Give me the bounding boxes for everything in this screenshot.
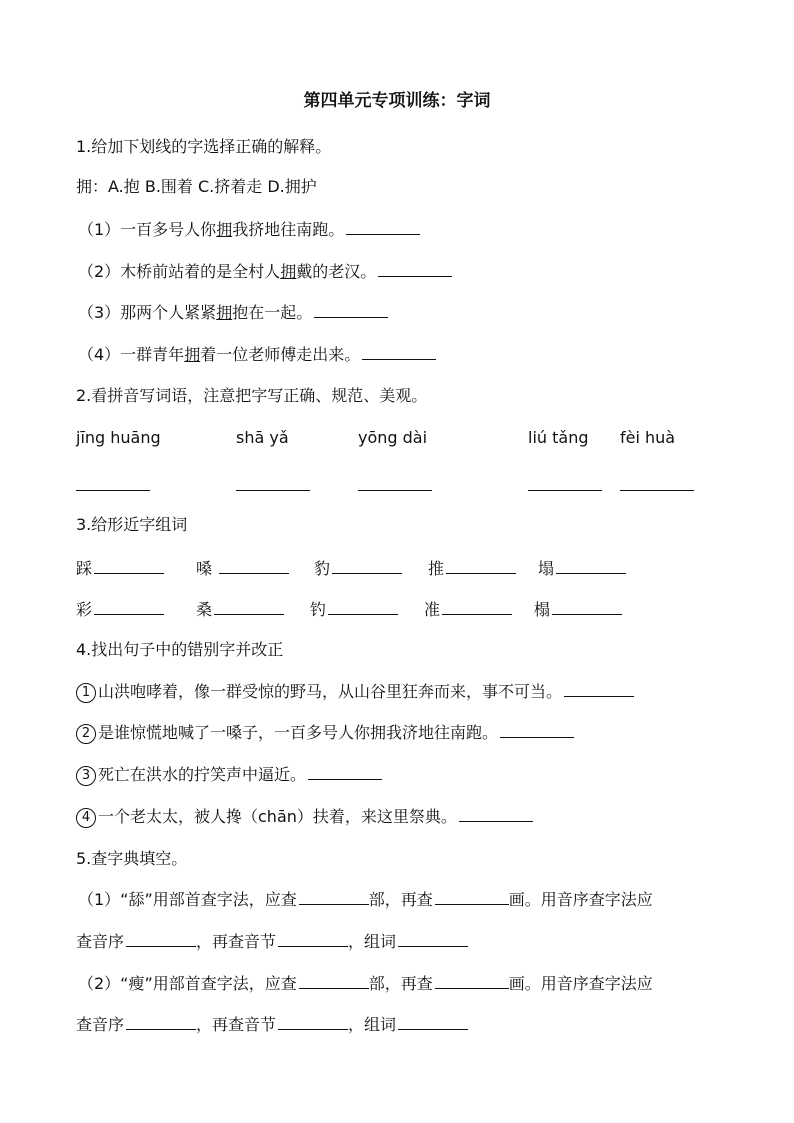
q5-text: ，组词 bbox=[348, 1015, 397, 1034]
q2-pinyin-3: yōng dài bbox=[358, 428, 428, 447]
q3-char: 推 bbox=[428, 559, 445, 578]
q1-item-4-post: 着一位老师傅走出来。 bbox=[200, 345, 361, 364]
q4-item-2-answer-blank[interactable] bbox=[500, 722, 574, 738]
q1-item-3-underlined-char: 拥 bbox=[216, 303, 233, 322]
q5-text: （2）“瘦”用部首查字法，应查 bbox=[78, 974, 297, 993]
q3-char: 桑 bbox=[196, 600, 213, 619]
q3-answer-blank[interactable] bbox=[94, 558, 164, 574]
q1-prompt: 1.给加下划线的字选择正确的解释。 bbox=[76, 137, 332, 156]
q1-item-4-pre: （4）一群青年 bbox=[78, 345, 185, 364]
q4-item-3 bbox=[76, 764, 382, 786]
q4-item-4 bbox=[76, 806, 533, 828]
q2-answer-blank-1[interactable] bbox=[76, 490, 150, 492]
q3-answer-blank[interactable] bbox=[94, 599, 164, 615]
q4-item-4-answer-blank[interactable] bbox=[459, 806, 533, 822]
q1-item-1 bbox=[78, 219, 420, 241]
q4-item-1 bbox=[76, 681, 634, 703]
q5-prompt: 5.查字典填空。 bbox=[76, 849, 188, 868]
q5-text: 部，再查 bbox=[368, 974, 433, 993]
q1-item-2-underlined-char: 拥 bbox=[280, 262, 297, 281]
circled-number-3: 3 bbox=[76, 766, 96, 786]
q5-item-1-strokes-blank[interactable] bbox=[435, 889, 509, 905]
q3-row1-cell-3 bbox=[314, 556, 402, 579]
q1-options: 拥：A.抱 B.围着 C.挤着走 D.拥护 bbox=[76, 177, 317, 196]
q5-text: ，再查音节 bbox=[196, 932, 277, 951]
q3-char: 钓 bbox=[310, 600, 327, 619]
q5-item-2-radical-blank[interactable] bbox=[299, 973, 369, 989]
q3-row2-cell-2 bbox=[196, 597, 284, 620]
q4-item-4-text: 一个老太太，被人搀（chān）扶着，来这里祭典。 bbox=[98, 807, 457, 826]
q3-answer-blank[interactable] bbox=[214, 599, 284, 615]
q3-row1-cell-1 bbox=[76, 556, 164, 579]
q3-row2-cell-1 bbox=[76, 597, 164, 620]
q2-answer-blank-2[interactable] bbox=[236, 490, 310, 492]
q5-text: 查音序 bbox=[76, 1015, 125, 1034]
q2-answer-blank-5[interactable] bbox=[620, 490, 694, 492]
q2-answer-blank-3[interactable] bbox=[358, 490, 432, 492]
q5-item-1-line-1 bbox=[78, 889, 653, 911]
q4-item-3-text: 死亡在洪水的拧笑声中逼近。 bbox=[98, 765, 307, 784]
q1-item-2 bbox=[78, 261, 452, 283]
q3-answer-blank[interactable] bbox=[556, 558, 626, 574]
worksheet-title: 第四单元专项训练：字词 bbox=[303, 91, 491, 111]
q1-item-2-post: 戴的老汉。 bbox=[296, 262, 377, 281]
q3-answer-blank[interactable] bbox=[552, 599, 622, 615]
q3-row2-cell-5 bbox=[534, 597, 622, 620]
circled-number-2: 2 bbox=[76, 724, 96, 744]
q1-item-4-underlined-char: 拥 bbox=[184, 345, 201, 364]
q5-item-1-line-2 bbox=[76, 931, 468, 953]
q2-prompt: 2.看拼音写词语，注意把字写正确、规范、美观。 bbox=[76, 386, 428, 405]
q5-text: （1）“舔”用部首查字法，应查 bbox=[78, 890, 297, 909]
q2-pinyin-2: shā yǎ bbox=[236, 428, 289, 447]
q5-item-1-initial-blank[interactable] bbox=[126, 931, 196, 947]
q3-char: 准 bbox=[424, 600, 441, 619]
q5-item-2-line-1 bbox=[78, 973, 653, 995]
q5-text: 画。用音序查字法应 bbox=[508, 890, 653, 909]
q3-row2-cell-3 bbox=[310, 597, 398, 620]
q5-item-2-syllable-blank[interactable] bbox=[278, 1014, 348, 1030]
q3-char: 榻 bbox=[534, 600, 551, 619]
q3-char: 嗓 bbox=[196, 559, 213, 578]
q3-prompt: 3.给形近字组词 bbox=[76, 515, 188, 534]
q2-pinyin-4: liú tǎng bbox=[528, 428, 589, 447]
q2-pinyin-5: fèi huà bbox=[620, 428, 676, 447]
q5-item-1-word-blank[interactable] bbox=[398, 931, 468, 947]
q3-answer-blank[interactable] bbox=[219, 558, 289, 574]
q5-item-1-radical-blank[interactable] bbox=[299, 889, 369, 905]
q3-row1-cell-2 bbox=[196, 556, 289, 579]
q4-item-3-answer-blank[interactable] bbox=[308, 764, 382, 780]
q3-char: 塌 bbox=[538, 559, 555, 578]
q1-item-1-pre: （1）一百多号人你 bbox=[78, 220, 217, 239]
q3-answer-blank[interactable] bbox=[328, 599, 398, 615]
q5-text: ，组词 bbox=[348, 932, 397, 951]
q1-item-3 bbox=[78, 302, 388, 324]
q3-answer-blank[interactable] bbox=[332, 558, 402, 574]
q5-text: ，再查音节 bbox=[196, 1015, 277, 1034]
q4-item-1-text: 山洪咆哮着，像一群受惊的野马，从山谷里狂奔而来，事不可当。 bbox=[98, 682, 563, 701]
q5-text: 画。用音序查字法应 bbox=[508, 974, 653, 993]
q3-row2-cell-4 bbox=[424, 597, 512, 620]
q3-char: 豹 bbox=[314, 559, 331, 578]
q3-char: 踩 bbox=[76, 559, 93, 578]
q2-pinyin-1: jīng huāng bbox=[76, 428, 161, 447]
q1-item-2-pre: （2）木桥前站着的是全村人 bbox=[78, 262, 281, 281]
q5-item-2-line-2 bbox=[76, 1014, 468, 1036]
q3-row1-cell-5 bbox=[538, 556, 626, 579]
q5-text: 查音序 bbox=[76, 932, 125, 951]
q5-item-2-initial-blank[interactable] bbox=[126, 1014, 196, 1030]
q5-item-1-syllable-blank[interactable] bbox=[278, 931, 348, 947]
q4-item-2-text: 是谁惊慌地喊了一嗓子，一百多号人你拥我济地往南跑。 bbox=[98, 723, 499, 742]
q1-item-3-post: 抱在一起。 bbox=[232, 303, 313, 322]
q3-row1-cell-4 bbox=[428, 556, 516, 579]
q1-item-4 bbox=[78, 344, 436, 366]
circled-number-4: 4 bbox=[76, 808, 96, 828]
q4-prompt: 4.找出句子中的错别字并改正 bbox=[76, 640, 284, 659]
q1-item-1-underlined-char: 拥 bbox=[216, 220, 233, 239]
q1-item-1-post: 我挤地往南跑。 bbox=[232, 220, 345, 239]
q2-answer-blank-4[interactable] bbox=[528, 490, 602, 492]
q4-item-1-answer-blank[interactable] bbox=[564, 681, 634, 697]
q1-item-2-answer-blank[interactable] bbox=[378, 261, 452, 277]
q3-answer-blank[interactable] bbox=[442, 599, 512, 615]
q3-answer-blank[interactable] bbox=[446, 558, 516, 574]
q1-item-4-answer-blank[interactable] bbox=[362, 344, 436, 360]
q4-item-2 bbox=[76, 722, 574, 744]
q1-item-3-pre: （3）那两个人紧紧 bbox=[78, 303, 217, 322]
q5-item-2-strokes-blank[interactable] bbox=[435, 973, 509, 989]
q3-char: 彩 bbox=[76, 600, 93, 619]
circled-number-1: 1 bbox=[76, 683, 96, 703]
q5-text: 部，再查 bbox=[368, 890, 433, 909]
q5-item-2-word-blank[interactable] bbox=[398, 1014, 468, 1030]
q1-item-1-answer-blank[interactable] bbox=[346, 219, 420, 235]
q1-item-3-answer-blank[interactable] bbox=[314, 302, 388, 318]
